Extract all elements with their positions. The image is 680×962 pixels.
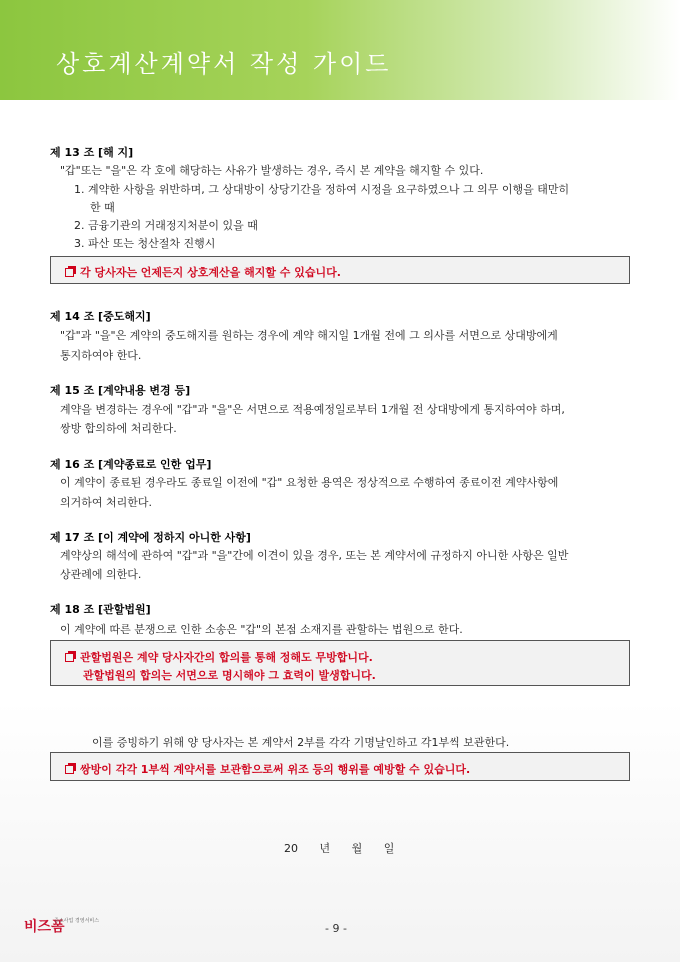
article-13-title: 제 13 조 [해 지] bbox=[50, 146, 134, 159]
closing-statement: 이를 증빙하기 위해 양 당사자는 본 계약서 2부를 각각 기명날인하고 각1부씩 보관한다. bbox=[92, 736, 510, 749]
article-16-line: 이 계약이 종료된 경우라도 종료일 이전에 "갑" 요청한 용역은 정상적으로 수행하여 종료이전 계약사항에 bbox=[60, 476, 559, 489]
article-16-title: 제 16 조 [계약종료로 인한 업무] bbox=[50, 458, 212, 471]
article-13-line: 2. 금융기관의 거래정지처분이 있을 때 bbox=[74, 219, 258, 232]
brand-logo-text: 비즈폼 bbox=[24, 919, 65, 935]
notice-box bbox=[50, 752, 630, 781]
note-icon bbox=[65, 653, 74, 662]
article-18-title: 제 18 조 [관할법원] bbox=[50, 603, 151, 616]
article-17-line: 상관례에 의한다. bbox=[60, 568, 142, 581]
date-line: 20 년 월 일 bbox=[284, 842, 395, 855]
article-16-line: 의거하여 처리한다. bbox=[60, 496, 153, 509]
article-15-title: 제 15 조 [계약내용 변경 등] bbox=[50, 384, 191, 397]
notice-text: 관할법원은 계약 당사자간의 합의를 통해 정해도 무방합니다. bbox=[65, 649, 373, 665]
notice-box bbox=[50, 640, 630, 686]
article-13-line: 한 때 bbox=[90, 201, 115, 214]
article-14-title: 제 14 조 [중도해지] bbox=[50, 310, 151, 323]
article-13-line: 3. 파산 또는 청산절차 진행시 bbox=[74, 237, 216, 250]
article-15-line: 쌍방 합의하에 처리한다. bbox=[60, 422, 177, 435]
notice-text: 각 당사자는 언제든지 상호계산을 해지할 수 있습니다. bbox=[65, 264, 341, 280]
article-18-line: 이 계약에 따른 분쟁으로 인한 소송은 "갑"의 본점 소재지를 관할하는 법원으로 한다. bbox=[60, 623, 463, 636]
page-title: 상호계산계약서 작성 가이드 bbox=[56, 50, 392, 78]
note-icon bbox=[65, 765, 74, 774]
article-15-line: 계약을 변경하는 경우에 "갑"과 "을"은 서면으로 적용예정일로부터 1개월 전 상대방에게 통지하여야 하며, bbox=[60, 403, 565, 416]
article-13-line: "갑"또는 "을"은 각 호에 해당하는 사유가 발생하는 경우, 즉시 본 계약을 해지할 수 있다. bbox=[60, 164, 484, 177]
brand-logo bbox=[24, 916, 100, 936]
article-17-line: 계약상의 해석에 관하여 "갑"과 "을"간에 이견이 있을 경우, 또는 본 계약서에 규정하지 아니한 사항은 일반 bbox=[60, 549, 569, 562]
article-17-title: 제 17 조 [이 계약에 정하지 아니한 사항] bbox=[50, 531, 251, 544]
brand-logo-tagline: 중소사업 경영서비스 bbox=[54, 918, 100, 924]
notice-text: 쌍방이 각각 1부씩 계약서를 보관함으로써 위조 등의 행위를 예방할 수 있습니다. bbox=[65, 761, 470, 777]
note-icon bbox=[65, 268, 74, 277]
article-14-line: 통지하여야 한다. bbox=[60, 349, 142, 362]
article-13-line: 1. 계약한 사항을 위반하며, 그 상대방이 상당기간을 정하여 시정을 요구하였으나 그 의무 이행을 태만히 bbox=[74, 183, 570, 196]
page-number: - 9 - bbox=[325, 922, 347, 935]
notice-text: 관할법원의 합의는 서면으로 명시해야 그 효력이 발생합니다. bbox=[83, 669, 376, 682]
notice-box bbox=[50, 256, 630, 284]
article-14-line: "갑"과 "을"은 계약의 중도해지를 원하는 경우에 계약 해지일 1개월 전에 그 의사를 서면으로 상대방에게 bbox=[60, 329, 558, 342]
